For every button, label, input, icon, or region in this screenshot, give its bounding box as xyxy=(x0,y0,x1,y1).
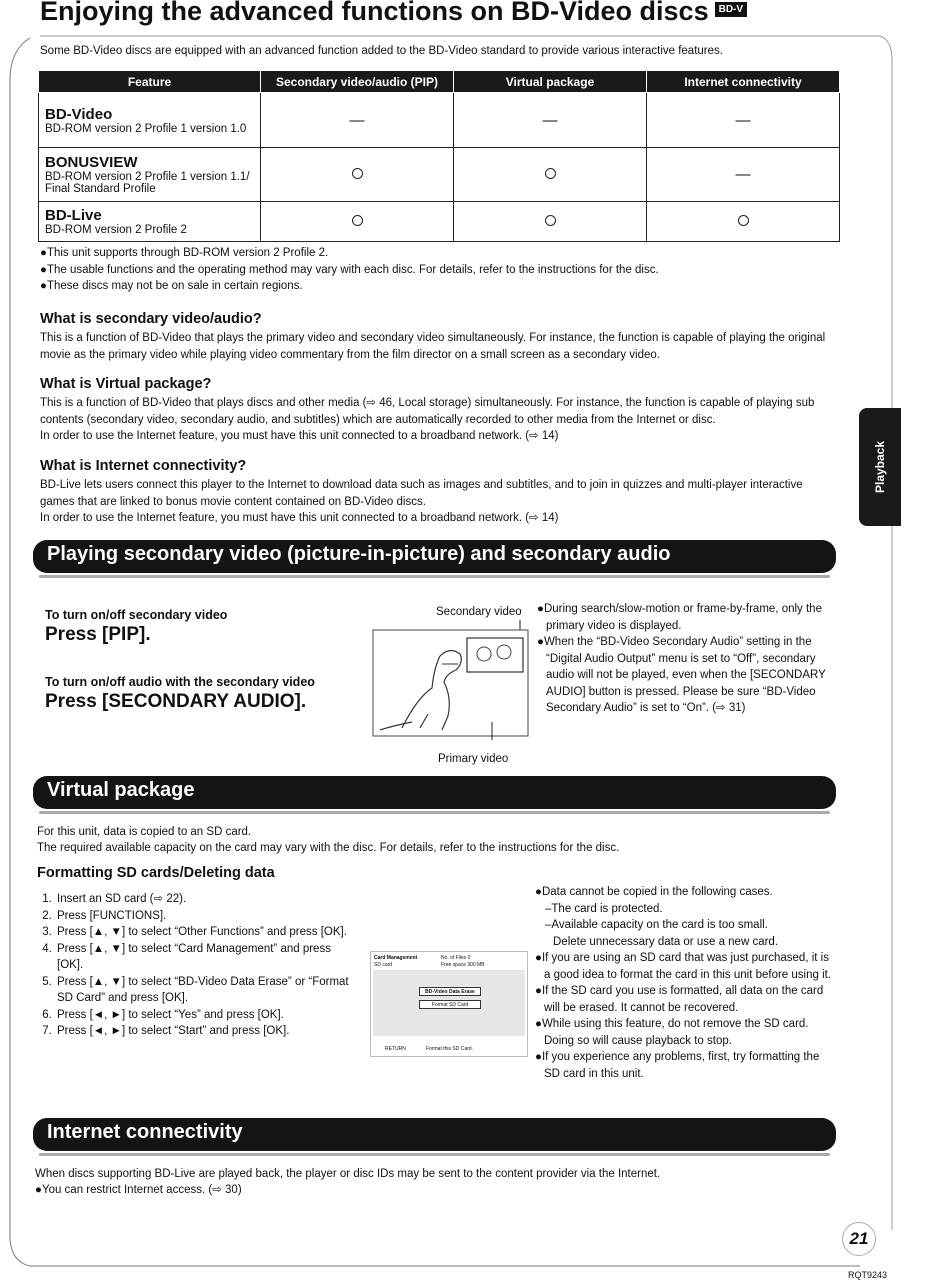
pip-illustration xyxy=(372,618,532,740)
col-header-feature: Feature xyxy=(39,71,261,93)
vp-note-item: Delete unnecessary data or use a new card. xyxy=(553,935,779,948)
format-steps xyxy=(37,891,359,1040)
circle-icon xyxy=(545,168,556,179)
screen-btn-erase: BD-Video Data Erase xyxy=(419,987,481,996)
heading-secondary-video: What is secondary video/audio? xyxy=(40,311,262,327)
unsupported-dash xyxy=(647,93,840,148)
side-tab-label: Playback xyxy=(873,440,887,494)
step-item: 1. Insert an SD card (⇨ 22). xyxy=(55,891,359,908)
net-line-2: ●You can restrict Internet access. (⇨ 30) xyxy=(35,1184,242,1196)
table-row xyxy=(39,202,840,242)
section-bar-pip: Playing secondary video (picture-in-picture) and secondary audio xyxy=(33,540,836,573)
feature-desc: BD-ROM version 2 Profile 2 xyxy=(45,224,187,236)
supported-circle-icon xyxy=(261,148,454,202)
page-title xyxy=(40,0,747,27)
step-item: 4. Press [▲, ▼] to select “Card Management” and press [OK]. xyxy=(55,941,359,974)
dash-mark: — xyxy=(735,111,751,129)
text-virtual-package-1: This is a function of BD-Video that plays discs and other media (⇨ 46, Local storage) simultaneously. For instance, the function is capable of playing sub contents (secondary video, secondary audio, and subtitles) which are automatically recorded to other media from the Internet or disc. xyxy=(40,397,815,426)
step-item: 6. Press [◄, ►] to select “Yes” and press [OK]. xyxy=(55,1007,359,1024)
table-row xyxy=(39,93,840,148)
table-row xyxy=(39,148,840,202)
heading-virtual-package: What is Virtual package? xyxy=(40,376,212,392)
net-line-1: When discs supporting BD-Live are played back, the player or disc IDs may be sent to the content provider via the Internet. xyxy=(35,1168,661,1180)
col-header-virtual: Virtual package xyxy=(454,71,647,93)
card-management-screen xyxy=(370,951,528,1057)
text-virtual-package xyxy=(40,395,840,445)
pip-note-item: ●When the “BD-Video Secondary Audio” setting in the “Digital Audio Output” menu is set to “Off”, secondary audio will not be played, even when the [SECONDARY AUDIO] button is pressed. Please be sure “BD-Video Secondary Audio” is set to “On”. (⇨ 31) xyxy=(537,636,826,714)
supported-circle-icon xyxy=(454,148,647,202)
screen-free: Free space 300 MB xyxy=(441,962,485,968)
note-item: ●These discs may not be on sale in certain regions. xyxy=(40,280,303,292)
document-code: RQT9243 xyxy=(848,1270,888,1280)
table-header-row xyxy=(39,71,840,93)
screen-return: RETURN xyxy=(385,1046,406,1052)
vp-note-item: ●If you are using an SD card that was just purchased, it is a good idea to format the card in this unit before using it. xyxy=(535,952,832,981)
unsupported-dash xyxy=(454,93,647,148)
step-item: 7. Press [◄, ►] to select “Start” and press [OK]. xyxy=(55,1023,359,1040)
heading-formatting: Formatting SD cards/Deleting data xyxy=(37,865,275,881)
unsupported-dash xyxy=(647,148,840,202)
vp-note-item: –Available capacity on the card is too small. xyxy=(545,919,768,931)
vp-note-item: ●Data cannot be copied in the following cases. xyxy=(535,886,773,898)
feature-desc: BD-ROM version 2 Profile 1 version 1.0 xyxy=(45,122,247,135)
feature-name-cell xyxy=(39,202,261,242)
col-header-internet: Internet connectivity xyxy=(647,71,840,93)
intro-text: Some BD-Video discs are equipped with an advanced function added to the BD-Video standard to provide various interactive features. xyxy=(40,45,723,57)
circle-icon xyxy=(352,215,363,226)
dash-mark: — xyxy=(349,111,365,129)
playback-side-tab xyxy=(859,408,901,526)
feature-name-cell xyxy=(39,148,261,202)
pip-note-item: ●During search/slow-motion or frame-by-frame, only the primary video is displayed. xyxy=(537,603,822,632)
vp-line-2: The required available capacity on the card may vary with the disc. For details, refer to the instructions for the disc. xyxy=(37,842,620,854)
supported-circle-icon xyxy=(261,202,454,242)
vp-note-item: ●If the SD card you use is formatted, all data on the card will be erased. It cannot be recovered. xyxy=(535,985,824,1014)
text-secondary-video: This is a function of BD-Video that plays the primary video and secondary video simultaneously. For instance, the function is capable of playing the original movie as the primary video while playing video commentary from the film director on a small screen as a secondary video. xyxy=(40,332,826,361)
dash-mark: — xyxy=(542,111,558,129)
vp-line-1: For this unit, data is copied to an SD card. xyxy=(37,826,252,838)
vp-notes xyxy=(535,884,835,1082)
text-internet-2: In order to use the Internet feature, you must have this unit connected to a broadband network. (⇨ 14) xyxy=(40,512,559,524)
section-bar-internet: Internet connectivity xyxy=(33,1118,836,1151)
vp-note-item: ●If you experience any problems, first, try formatting the SD card in this unit. xyxy=(535,1051,820,1080)
notes-list xyxy=(40,245,659,295)
vp-note-item: ●While using this feature, do not remove the SD card. Doing so will cause playback to stop. xyxy=(535,1018,809,1047)
page-title-text: Enjoying the advanced functions on BD-Video discs xyxy=(40,0,709,26)
feature-name: BD-Live xyxy=(45,207,102,224)
step-item: 5. Press [▲, ▼] to select “BD-Video Data Erase” or “Format SD Card” and press [OK]. xyxy=(55,974,359,1007)
heading-internet: What is Internet connectivity? xyxy=(40,458,247,474)
feature-name-cell xyxy=(39,93,261,148)
secondary-audio-label: To turn on/off audio with the secondary video xyxy=(45,675,315,689)
screen-card-label: SD card xyxy=(374,962,393,968)
screen-btn-format: Format SD Card xyxy=(419,1000,481,1009)
feature-name: BONUSVIEW xyxy=(45,154,138,171)
circle-icon xyxy=(352,168,363,179)
screen-files: No. of Files 0 xyxy=(441,955,471,961)
circle-icon xyxy=(738,215,749,226)
pip-notes xyxy=(537,601,837,717)
screen-title: Card Management xyxy=(374,955,418,961)
note-item: ●This unit supports through BD-ROM version 2 Profile 2. xyxy=(40,247,329,259)
fig-label-secondary: Secondary video xyxy=(436,606,522,618)
feature-table xyxy=(38,70,840,242)
col-header-pip: Secondary video/audio (PIP) xyxy=(261,71,454,93)
press-secondary-audio: Press [SECONDARY AUDIO]. xyxy=(45,691,307,712)
note-item: ●The usable functions and the operating method may vary with each disc. For details, refer to the instructions for the disc. xyxy=(40,263,659,276)
vp-note-item: –The card is protected. xyxy=(545,902,663,915)
fig-label-primary: Primary video xyxy=(438,753,509,765)
feature-name: BD-Video xyxy=(45,105,113,123)
step-item: 3. Press [▲, ▼] to select “Other Functions” and press [OK]. xyxy=(55,924,359,941)
text-internet-1: BD-Live lets users connect this player to the Internet to download data such as images and subtitles, and to join in quizzes and multi-player interactive games that are linked to bonus movie content contained on BD-Video discs. xyxy=(40,479,803,508)
page-number: 21 xyxy=(842,1222,876,1256)
step-item: 2. Press [FUNCTIONS]. xyxy=(55,908,359,925)
text-virtual-package-2: In order to use the Internet feature, you must have this unit connected to a broadband network. (⇨ 14) xyxy=(40,430,559,442)
section-bar-virtual: Virtual package xyxy=(33,776,836,809)
supported-circle-icon xyxy=(647,202,840,242)
circle-icon xyxy=(545,215,556,226)
unsupported-dash xyxy=(261,93,454,148)
supported-circle-icon xyxy=(454,202,647,242)
dash-mark: — xyxy=(735,166,751,183)
screen-footer-text: Format this SD Card. xyxy=(426,1046,473,1052)
feature-desc: BD-ROM version 2 Profile 1 version 1.1/ Final Standard Profile xyxy=(45,171,250,195)
text-internet xyxy=(40,477,840,527)
press-pip: Press [PIP]. xyxy=(45,624,151,645)
pip-label: To turn on/off secondary video xyxy=(45,608,228,622)
bd-v-badge: BD-V xyxy=(715,2,747,17)
